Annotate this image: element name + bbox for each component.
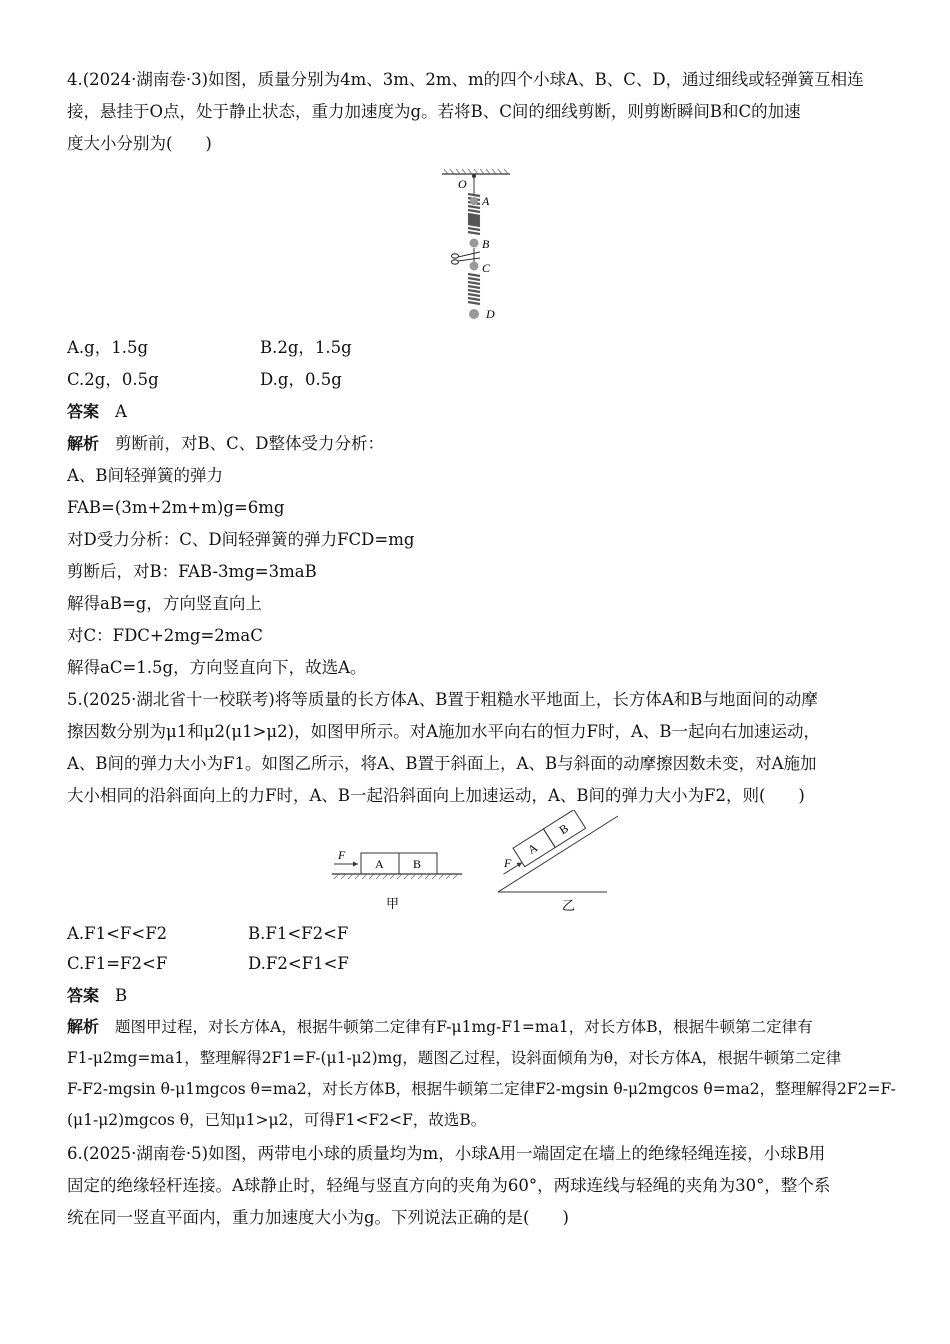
q5-analysis-1 <box>67 1011 887 1043</box>
q4-answer <box>67 396 887 428</box>
q5-analysis-2: F1-μ2mg=ma1，整理解得2F1=F-(μ1-μ2)mg，题图乙过程，设斜面倾角为θ，对长方体A，根据牛顿第二定律 <box>67 1049 842 1067</box>
q5-figure-yi <box>492 810 632 920</box>
q6-line-3: 统在同一竖直平面内，重力加速度大小为g。下列说法正确的是( ) <box>67 1208 569 1227</box>
q5-yi-label-b: B <box>556 821 571 838</box>
q5-yi-label-f: F <box>504 856 512 870</box>
analysis-label: 解析 <box>67 1017 100 1036</box>
q5-line-2: 擦因数分别为μ1和μ2(μ1>μ2)，如图甲所示。对A施加水平向右的恒力F时，A、B一起向右加速运动， <box>67 722 820 741</box>
q4-label-b: B <box>482 237 490 251</box>
q4-option-c: C.2g，0.5g <box>67 370 159 389</box>
q4-line-1: 4.(2024·湖南卷·3)如图，质量分别为4m、3m、2m、m的四个小球A、B、C、D，通过细线或轻弹簧互相连 <box>67 70 864 89</box>
q4-label-o: O <box>458 177 467 191</box>
q5-jia-label-b: B <box>413 857 422 871</box>
q4-analysis-2: A、B间轻弹簧的弹力 <box>67 466 224 485</box>
q5-option-d: D.F2<F1<F <box>248 954 349 973</box>
q5-yi-caption: 乙 <box>562 898 576 913</box>
q5-analysis-text-1: 题图甲过程，对长方体A，根据牛顿第二定律有F-μ1mg-F1=ma1，对长方体B，根据牛顿第二定律有 <box>115 1018 813 1036</box>
q5-line-1: 5.(2025·湖北省十一校联考)将等质量的长方体A、B置于粗糙水平地面上，长方体A和B与地面间的动摩 <box>67 690 818 709</box>
q4-ball-d <box>469 309 479 319</box>
q5-jia-caption: 甲 <box>386 896 400 911</box>
q5-option-b: B.F1<F2<F <box>248 924 349 943</box>
q6-line-1: 6.(2025·湖南卷·5)如图，两带电小球的质量均为m，小球A用一端固定在墙上的绝缘轻绳连接，小球B用 <box>67 1144 826 1163</box>
q4-ball-c <box>470 262 479 271</box>
q4-analysis-text-1: 剪断前，对B、C、D整体受力分析： <box>115 434 384 453</box>
analysis-label: 解析 <box>67 434 100 453</box>
q4-line-2: 接，悬挂于O点，处于静止状态，重力加速度为g。若将B、C间的细线剪断，则剪断瞬间B和C的加速 <box>67 102 801 121</box>
q5-answer-value: B <box>115 986 128 1005</box>
q4-analysis-7: 对C：FDC+2mg=2maC <box>67 626 263 645</box>
q5-answer <box>67 980 887 1012</box>
q5-line-3: A、B间的弹力大小为F1。如图乙所示，将A、B置于斜面上，A、B与斜面的动摩擦因数未变，对A施加 <box>67 754 817 773</box>
answer-label: 答案 <box>67 402 100 421</box>
q4-answer-value: A <box>115 402 127 421</box>
q4-line-3: 度大小分别为( ) <box>67 134 212 153</box>
q5-option-a: A.F1<F<F2 <box>67 924 168 943</box>
q4-analysis-6: 解得aB=g，方向竖直向上 <box>67 594 262 613</box>
q5-option-c: C.F1=F2<F <box>67 954 168 973</box>
q4-analysis-8: 解得aC=1.5g，方向竖直向下，故选A。 <box>67 658 367 677</box>
q4-analysis-3: FAB=(3m+2m+m)g=6mg <box>67 498 285 517</box>
q4-analysis-5: 剪断后，对B：FAB-3mg=3maB <box>67 562 317 581</box>
q5-line-4: 大小相同的沿斜面向上的力F时，A、B一起沿斜面向上加速运动，A、B间的弹力大小为F2，则( ) <box>67 786 805 805</box>
q5-jia-label-f: F <box>338 848 346 862</box>
arrow-right-icon <box>353 862 358 867</box>
q5-jia-label-a: A <box>375 857 384 871</box>
q4-analysis-1 <box>67 428 887 460</box>
q4-option-a: A.g，1.5g <box>67 338 149 357</box>
answer-label: 答案 <box>67 986 100 1005</box>
q4-ball-a <box>470 197 478 205</box>
q4-analysis-4: 对D受力分析：C、D间轻弹簧的弹力FCD=mg <box>67 530 415 549</box>
q4-label-a: A <box>482 194 490 208</box>
q5-analysis-4: (μ1-μ2)mgcos θ，已知μ1>μ2，可得F1<F2<F，故选B。 <box>67 1111 487 1129</box>
q5-figure-jia <box>330 845 470 915</box>
q6-line-2: 固定的绝缘轻杆连接。A球静止时，轻绳与竖直方向的夹角为60°，两球连线与轻绳的夹角为30°，整个系 <box>67 1176 831 1195</box>
q4-option-d: D.g，0.5g <box>260 370 342 389</box>
q5-yi-label-a: A <box>525 840 541 857</box>
q4-label-c: C <box>482 261 491 275</box>
q4-ball-b <box>470 239 479 248</box>
q5-analysis-3: F-F2-mgsin θ-μ1mgcos θ=ma2，对长方体B，根据牛顿第二定律F2-mgsin θ-μ2mgcos θ=ma2，整理解得2F2=F- <box>67 1080 896 1098</box>
q4-option-b: B.2g，1.5g <box>260 338 352 357</box>
q4-label-d: D <box>486 307 495 321</box>
q4-figure-spring-chain <box>430 168 530 328</box>
